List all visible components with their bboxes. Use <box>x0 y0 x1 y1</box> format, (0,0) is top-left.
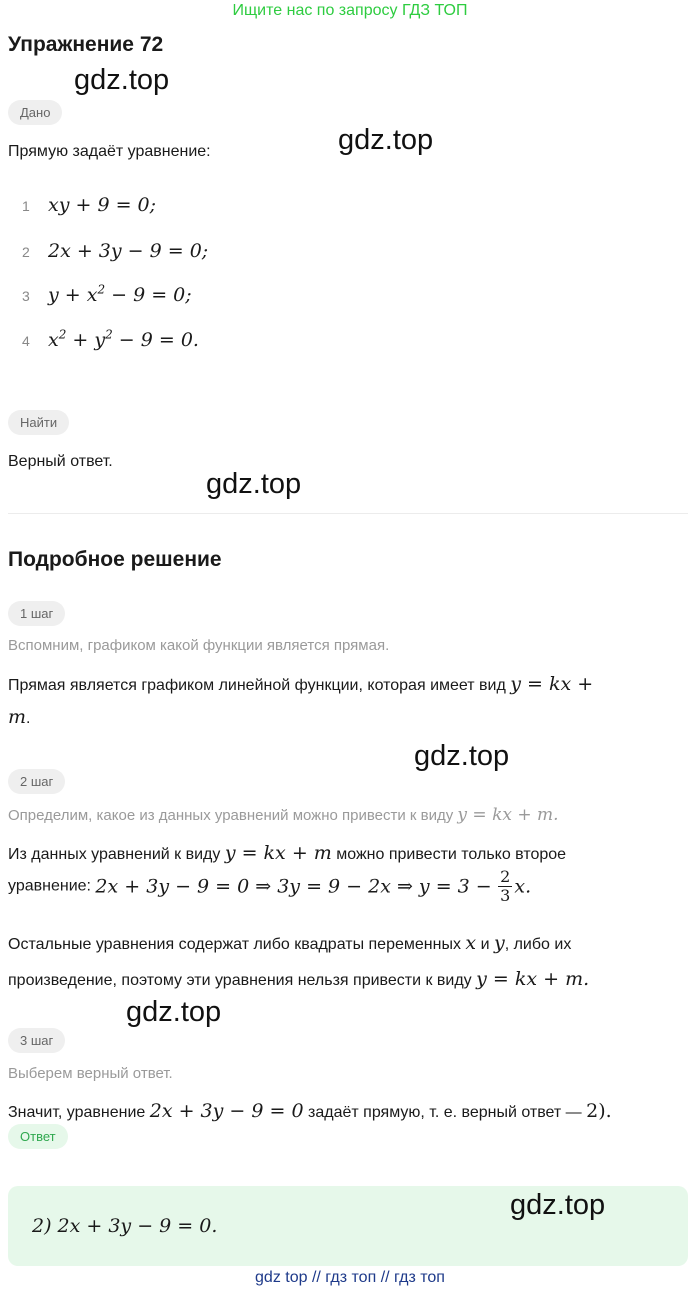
option-exponent: 2 <box>97 283 106 297</box>
given-pill-label: Дано <box>8 100 62 125</box>
option-expr: 2x + 3y − 9 = 0; <box>48 240 209 262</box>
option-4 <box>22 328 199 352</box>
step2-line2-text: уравнение: <box>8 877 91 895</box>
step3-pill <box>8 1028 65 1053</box>
step3-hint: Выберем верный ответ. <box>8 1065 173 1082</box>
answer-pill-label: Ответ <box>8 1124 68 1149</box>
step2-line1-math: y = kx + m <box>224 842 332 864</box>
step2-line4 <box>8 968 589 990</box>
step2-line4-math: y = kx + m. <box>476 968 590 990</box>
page-title: Упражнение 72 <box>8 33 164 56</box>
watermark: gdz.top <box>510 1189 606 1221</box>
step3-text: Значит, уравнение <box>8 1104 146 1121</box>
watermark: gdz.top <box>414 740 510 772</box>
fraction-numerator: 2 <box>500 867 511 886</box>
option-expr-part: − 9 = 0. <box>112 329 199 352</box>
option-2 <box>22 240 208 263</box>
option-expr-part: x <box>48 329 59 352</box>
fraction <box>498 868 512 905</box>
step2-line3-var: x <box>465 932 477 954</box>
step1-line2-math: m <box>8 706 27 728</box>
step2-hint-text: Определим, какое из данных уравнений можно привести к виду <box>8 807 454 824</box>
step2-line3-text: , либо их <box>504 936 572 953</box>
step2-line1 <box>8 842 566 864</box>
find-pill <box>8 410 69 435</box>
step2-line3-text: Остальные уравнения содержат либо квадраты переменных <box>8 936 461 953</box>
step3-math: 2x + 3y − 9 = 0 <box>149 1100 304 1122</box>
option-exponent: 2 <box>105 328 113 342</box>
step3-line <box>8 1100 612 1122</box>
top-banner[interactable]: Ищите нас по запросу ГДЗ ТОП <box>232 2 468 19</box>
step2-line3 <box>8 932 571 954</box>
option-expr-part: − 9 = 0; <box>105 284 192 307</box>
option-exponent: 2 <box>58 328 67 342</box>
footer-links[interactable]: gdz top // гдз топ // гдз топ <box>255 1269 445 1286</box>
step2-line1-text: Из данных уравнений к виду <box>8 846 221 863</box>
option-expr-part: y + x <box>48 284 98 307</box>
step2-line2-tail: x. <box>514 875 532 898</box>
fraction-denominator: 3 <box>500 886 511 905</box>
option-expr: xy + 9 = 0; <box>48 194 157 216</box>
step2-line3-var: y <box>493 932 505 954</box>
step1-line1-text: Прямая является графиком линейной функции, которая имеет вид <box>8 677 506 694</box>
option-number: 3 <box>22 288 30 305</box>
step2-pill-label: 2 шаг <box>8 769 65 794</box>
divider <box>8 513 688 514</box>
step3-answer-ref: 2). <box>586 1100 612 1122</box>
step2-hint-math: y = kx + m. <box>457 805 559 825</box>
step3-pill-label: 3 шаг <box>8 1028 65 1053</box>
watermark: gdz.top <box>74 64 170 96</box>
step1-pill <box>8 601 65 626</box>
given-pill <box>8 100 62 125</box>
option-expr-part: + y <box>66 329 106 352</box>
watermark: gdz.top <box>206 468 302 500</box>
answer-pill <box>8 1124 68 1149</box>
step2-line4-text: произведение, поэтому эти уравнения нельзя привести к виду <box>8 972 472 989</box>
step2-hint <box>8 805 559 825</box>
step2-line1-text: можно привести только второе <box>336 846 567 863</box>
given-statement: Прямую задаёт уравнение: <box>8 143 211 160</box>
watermark: gdz.top <box>338 124 434 156</box>
step2-line3-text: и <box>480 936 490 953</box>
answer-text: 2) 2x + 3y − 9 = 0. <box>32 1215 218 1237</box>
option-number: 4 <box>22 333 30 350</box>
step2-pill <box>8 769 65 794</box>
solution-title: Подробное решение <box>8 548 222 571</box>
find-text: Верный ответ. <box>8 453 113 470</box>
step1-pill-label: 1 шаг <box>8 601 65 626</box>
option-3 <box>22 283 192 307</box>
step1-hint: Вспомним, графиком какой функции является прямая. <box>8 637 390 654</box>
find-pill-label: Найти <box>8 410 69 435</box>
step1-line1 <box>8 673 593 695</box>
step2-line2-math: 2x + 3y − 9 = 0 ⇒ 3y = 9 − 2x ⇒ y = 3 − <box>95 875 492 898</box>
step1-line2 <box>8 706 30 728</box>
watermark: gdz.top <box>126 996 222 1028</box>
option-number: 2 <box>22 244 30 260</box>
step1-line1-math: y = kx + <box>510 673 594 695</box>
option-1 <box>22 194 156 217</box>
step3-text: задаёт прямую, т. е. верный ответ — <box>308 1104 582 1121</box>
option-number: 1 <box>22 198 30 214</box>
step1-line2-tail: . <box>26 710 31 727</box>
step2-line2 <box>8 868 531 905</box>
